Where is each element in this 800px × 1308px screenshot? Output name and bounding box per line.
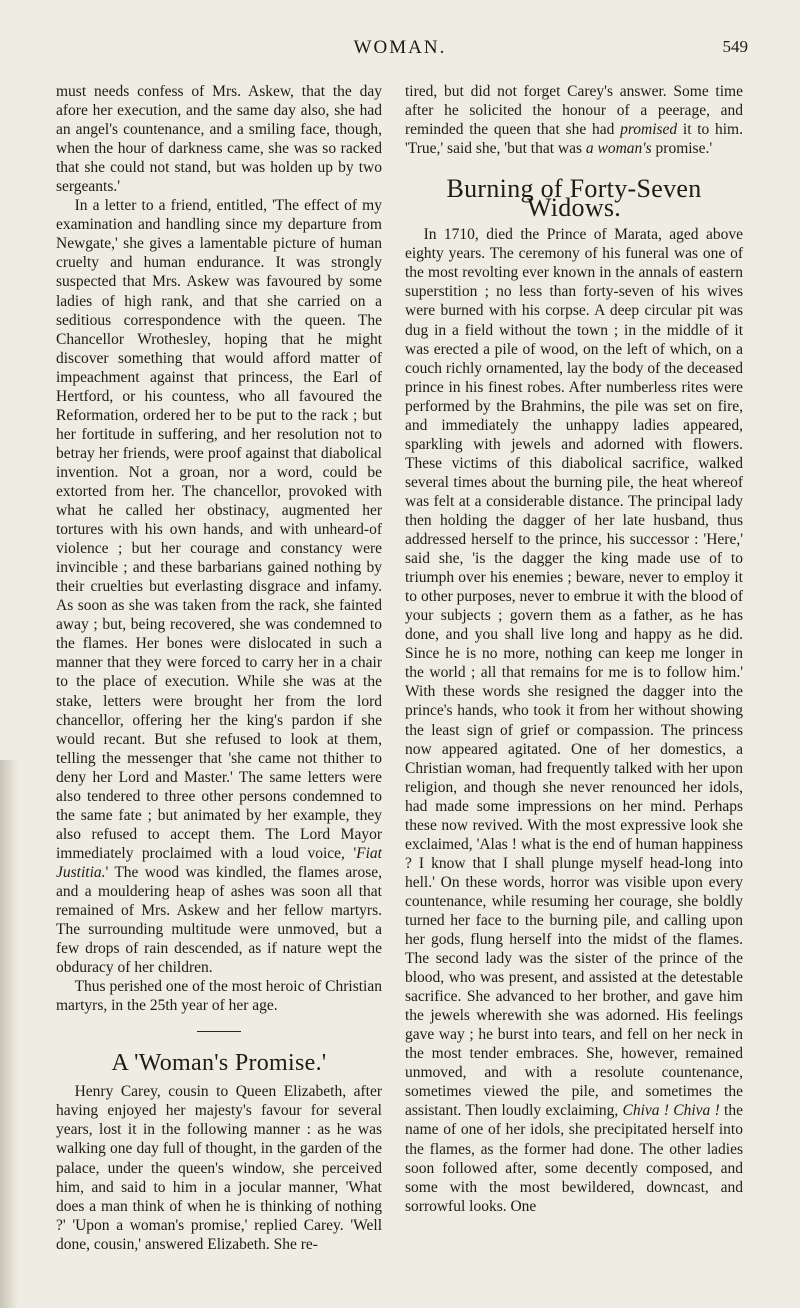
paragraph: Thus perished one of the most heroic of Christian martyrs, in the 25th year of her age. xyxy=(56,978,382,1015)
text-run: In 1710, died the Prince of Marata, aged above eighty years. The ceremony of his funeral was one of the most revolting ever known in the annals of eastern superstition ; no less than forty-seven of his wives were burned with his corpse. A deep circular pit was dug in a field without the town ; in the middle of it was erected a pile of wood, on the left of which, on a couch richly ornamented, lay the body of the deceased prince in his finest robes. After numberless rites were performed by the Brahmins, the pile was set on fire, and immediately the unhappy ladies appeared, sparkling with jewels and adorned with flowers. These victims of this diabolical sacrifice, walked several times about the burning pile, the heat whereof was felt at a considerable distance. The principal lady then holding the dagger of her late husband, thus addressed herself to the prince, his successor : 'Here,' said she, 'is the dagger the king made use of to triumph over his enemies ; beware, never to employ it to other purposes, never to embrue it with the blood of your subjects ; govern them as a father, as he has done, and you shall live long and happy as he did. Since he is no more, nothing can keep me longer in the world ; all that remains for me is to follow him.' With these words she resigned the dagger into the prince's hands, who took it from her without showing the least sign of grief or compassion. The princess now appeared agitated. One of her domestics, a Christian woman, had frequently talked with her upon religion, and though she never renounced her idols, had made some impressions on her mind. Perhaps these now revived. With the most expressive look she exclaimed, 'Alas ! what is the end of human happiness ? I know that I shall plunge myself head-long into hell.' On these words, horror was visible upon every countenance, while resuming her courage, she boldly turned her face to the burning pile, and calling upon her gods, flung herself into the midst of the flames. The second lady was the sister of the prince of the blood, who was present, and assisted at the detestable sacrifice. She advanced to her brother, and gave him the jewels wherewith she was adorned. His feelings gave way ; he burst into tears, and fell on her neck in the most tender embraces. She, however, remained unmoved, and with a resolute countenance, sometimes viewed the pile, and sometimes the assistant. Then loudly exclaiming, xyxy=(405,226,743,1120)
italic-text: Chiva ! Chiva ! xyxy=(622,1102,720,1120)
paragraph xyxy=(405,225,743,1215)
section-divider xyxy=(197,1031,241,1032)
paragraph xyxy=(56,196,382,977)
text-run: In a letter to a friend, entitled, 'The effect of my examination and handling since my departure from Newgate,' she gives a lamentable picture of human cruelty and human endurance. It was strongly suspected that Mrs. Askew was favoured by some ladies of high rank, and that she carried on a seditious correspondence with the queen. The Chancellor Wrothesley, hoping that he might discover something that would afford matter of impeachment against that princess, the Earl of Hertford, or his countess, who all favoured the Reformation, ordered her to be put to the rack ; but her fortitude in suffering, and her resolution not to betray her friends, were proof against that diabolical invention. Not a groan, nor a word, could be extorted from her. The chancellor, provoked with what he called her obstinacy, augmented her tortures with his own hands, and with unheard-of violence ; but her courage and constancy were invincible ; and these barbarians gained nothing by their cruelties but everlasting disgrace and infamy. As soon as she was taken from the rack, she fainted away ; but, being recovered, she was condemned to the flames. Her bones were dislocated in such a manner that they were forced to carry her in a chair to the place of execution. While she was at the stake, letters were brought her from the lord chancellor, offering her the king's pardon if she would recant. But she refused to look at them, telling the messenger that 'she came not thither to deny her Lord and Master.' The same letters were also tendered to three other persons condemned to the same fate ; but animated by her example, they also refused to accept them. The Lord Mayor immediately proclaimed with a loud voice, ' xyxy=(56,197,382,862)
italic-text: Fiat Justitia. xyxy=(56,844,382,881)
text-run: promise.' xyxy=(651,140,713,158)
binding-shadow xyxy=(0,760,18,1308)
text-run: the name of one of her idols, she precipitated herself into the flames, as the former had done. The other ladies soon followed after, some decently composed, and some with the most bewildered, downcast, and sorrowful looks. One xyxy=(405,1102,743,1215)
italic-text: a woman's xyxy=(585,140,652,158)
italic-text: promised xyxy=(620,121,678,139)
section-heading: A 'Woman's Promise.' xyxy=(111,1050,327,1077)
text-run: it to him. 'True,' said she, 'but that was xyxy=(405,121,743,158)
left-column xyxy=(56,82,382,1254)
page-number: 549 xyxy=(722,37,748,56)
right-column xyxy=(405,82,743,1216)
text-run: ' The wood was kindled, the flames arose, and a mouldering heap of ashes was soon all that remained of Mrs. Askew and her fellow martyrs. The surrounding multitude were unmoved, but a few drops of rain descended, as if nature wept the obduracy of her children. xyxy=(56,863,382,977)
section-heading: Burning of Forty-Seven Widows. xyxy=(446,174,702,223)
text-run: tired, but did not forget Carey's answer. Some time after he solicited the honour of a peerage, and reminded the queen that she had xyxy=(405,83,743,139)
paragraph xyxy=(405,82,743,158)
paragraph: must needs confess of Mrs. Askew, that the day afore her execution, and the same day also, she had an angel's countenance, and a smiling face, though, when the hour of darkness came, she was so racked that she could not stand, but was holden up by two sergeants.' xyxy=(56,83,382,196)
running-title: WOMAN. xyxy=(353,37,447,58)
paragraph: Henry Carey, cousin to Queen Elizabeth, after having enjoyed her majesty's favour for several years, lost it in the following manner : as he was walking one day full of thought, in the garden of the palace, under the queen's window, she perceived him, and said to him in a jocular manner, 'What does a man think of when he is thinking of nothing ?' 'Upon a woman's promise,' replied Carey. 'Well done, cousin,' answered Elizabeth. She re- xyxy=(56,1083,382,1253)
